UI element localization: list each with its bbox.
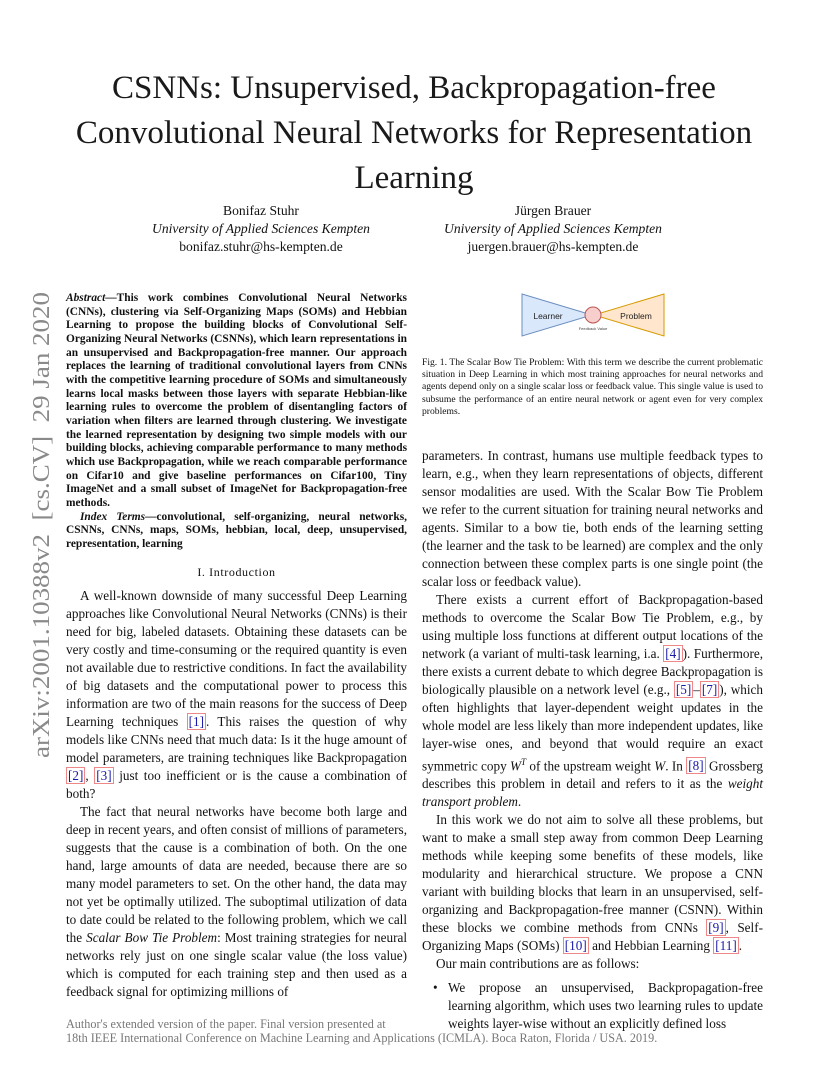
arxiv-identifier: arXiv:2001.10388v2 [cs.CV] 29 Jan 2020 bbox=[28, 334, 55, 758]
footer-line-1: Author's extended version of the paper. Final version presented at bbox=[66, 1017, 386, 1031]
index-terms bbox=[66, 511, 407, 552]
left-column bbox=[66, 292, 407, 1001]
math-superscript: T bbox=[521, 757, 527, 767]
citation-link[interactable]: [9] bbox=[708, 920, 724, 936]
intro-paragraph-1: A well-known downside of many successful Deep Learning approaches like Convolutional Neural Networks (CNNs) is their need for big, labeled datasets. Obtaining these datasets can be very costly and time-consuming or the required quantity is even not available due to restrictive conditions. In fact the availability of big datasets and the computational power to process this information are two of the main reasons for the success of Deep Learning techniques [1] . This raises the question of why models like CNNs need that much data: Is it the huge amount of model parameters, are training techniques like Backpropagation [2] , [3] just too inefficient or is the cause a combination of both? bbox=[66, 588, 408, 802]
feedback-knot bbox=[585, 307, 601, 323]
paragraph: In this work we do not aim to solve all these problems, but want to make a small step away from common Deep Learning methods while keeping some benefits of these models, like modularity and hierarchical structure. We propose a CNN variant with building blocks that learn in an unsupervised, self-organizing and Backpropagation-free manner (CSNN). Within these blocks we combine methods from CNNs [9] , Self-Organizing Maps (SOMs) [10] and Hebbian Learning [11] . bbox=[422, 812, 763, 954]
math-symbol: W bbox=[510, 758, 522, 774]
citation-link[interactable]: [2] bbox=[68, 768, 84, 784]
paragraph: parameters. In contrast, humans use multiple feedback types to learn, e.g., when they learn representations of objects, different sensor modalities are used. With the Scalar Bow Tie Problem we refer to the current situation for training neural networks and agents. Similar to a bow tie, both ends of the learning setting (the learner and the task to be learned) are complex and the only connection between these complex parts is one single point (the scalar loss or feedback value). bbox=[422, 448, 763, 589]
citation-link[interactable]: [4] bbox=[665, 646, 681, 661]
arxiv-stamp bbox=[14, 290, 58, 760]
right-column bbox=[422, 447, 763, 1033]
list-item: • We propose an unsupervised, Backpropagation-free learning algorithm, which uses two learning rules to update weights layer-wise without an explicitly defined loss bbox=[448, 979, 763, 1033]
author-affiliation: University of Applied Sciences Kempten bbox=[444, 221, 662, 236]
index-terms-label: Index Terms bbox=[80, 510, 146, 523]
citation-link[interactable]: [1] bbox=[188, 714, 205, 730]
author-block-1 bbox=[111, 202, 411, 256]
citation-link[interactable]: [10] bbox=[564, 938, 587, 954]
paper-title: CSNNs: Unsupervised, Backpropagation-free Convolutional Neural Networks for Representation Learning bbox=[75, 70, 753, 196]
footer-line-2: 18th IEEE International Conference on Machine Learning and Applications (ICMLA). Boca Raton, Florida / USA. 2019. bbox=[66, 1030, 658, 1045]
learner-label: Learner bbox=[533, 311, 563, 321]
paragraph: Our main contributions are as follows: bbox=[436, 956, 640, 972]
emphasis: Scalar Bow Tie Problem bbox=[86, 930, 218, 946]
figure-bow-tie bbox=[520, 292, 666, 338]
abstract-text: —This work combines Convolutional Neural Networks (CNNs), clustering via Self-Organizing Maps (SOMs) and Hebbian Learning to propose the building blocks of Convolutional Self-Organizing Neural Networks (CSNNs), which learn representations in an unsupervised and Backpropagation-free manner. Our approach replaces the learning of traditional convolutional layers from CNNs with the competitive learning procedure of SOMs and simultaneously learns local masks between those layers with separate Hebbian-like learning rules to overcome the problem of disentangling factors of variation when filters are learned through clustering. We investigate the learned representation by designing two simple models with our building blocks, achieving comparable performance to many methods which use Backpropagation, while we reach comparable performance on Cifar10 and give baseline performances on Cifar100, Tiny ImageNet and a small subset of ImageNet for Backpropagation-free methods. bbox=[66, 292, 407, 509]
emphasis: weight transport problem bbox=[422, 776, 763, 810]
arxiv-sidebar bbox=[14, 290, 58, 760]
abstract-label: Abstract bbox=[66, 292, 106, 304]
feedback-label: Feedback Value bbox=[578, 326, 608, 331]
citation-link[interactable]: [8] bbox=[688, 758, 704, 774]
citation-link[interactable]: [5] bbox=[675, 682, 692, 697]
problem-label: Problem bbox=[620, 311, 652, 321]
author-email: juergen.brauer@hs-kempten.de bbox=[467, 239, 639, 254]
author-email: bonifaz.stuhr@hs-kempten.de bbox=[179, 239, 343, 254]
abstract bbox=[66, 292, 407, 511]
author-name: Bonifaz Stuhr bbox=[223, 203, 299, 218]
author-block-2 bbox=[403, 202, 703, 256]
citation-link[interactable]: [7] bbox=[701, 682, 718, 697]
citation-link[interactable]: [3] bbox=[96, 768, 112, 784]
figure-caption: Fig. 1. The Scalar Bow Tie Problem: With this term we describe the current problematic situation in Deep Learning in which most training approaches for neural networks and agents depend only on a single scalar loss or feedback value. This single value is used to subsume the performance of an entire neural network or agent even for very complex problems. bbox=[422, 357, 763, 417]
bow-tie-diagram bbox=[520, 292, 666, 338]
math-symbol: W bbox=[654, 758, 666, 774]
citation-link[interactable]: [11] bbox=[715, 938, 737, 954]
section-heading: I. Introduction bbox=[197, 565, 276, 580]
author-affiliation: University of Applied Sciences Kempten bbox=[152, 221, 370, 236]
footer-note bbox=[66, 1018, 766, 1045]
intro-paragraph-2: The fact that neural networks have become both large and deep in recent years, and often consist of millions of parameters, suggests that the cause is a combination of both. On the one hand, large amounts of data are needed, because there are so many model parameters to set. On the other hand, the data may not yet be optimally utilized. The suboptimal utilization of data to date could be related to the following problem, which we call the Scalar Bow Tie Problem: Most training strategies for neural networks rely just on one single scalar value (the loss value) which is computed for each training step and then used as a feedback signal for optimizing millions of bbox=[66, 804, 407, 1000]
paragraph: There exists a current effort of Backpropagation-based methods to overcome the Scalar Bow Tie Problem, e.g., by using multiple loss functions at different output locations of the network (a variant of multi-task learning, i.a. [4] ). Furthermore, there exists a current debate to which degree Backpropagation is biologically plausible on a network level (e.g., [5] – [7] ), which often highlights that layer-dependent weight updates in the whole model are less likely than more independent updates, like layer-wise ones, and beyond that would require an exact symmetric copy $W^T$ of the upstream weight W. In [8] Grossberg describes this problem in detail and refers to it as the weight transport problem. bbox=[422, 592, 764, 810]
index-terms-text: —convolutional, self-organizing, neural networks, CSNNs, CNNs, maps, SOMs, hebbian, local, deep, unsupervised, representation, learning bbox=[66, 510, 407, 550]
author-name: Jürgen Brauer bbox=[514, 203, 592, 218]
